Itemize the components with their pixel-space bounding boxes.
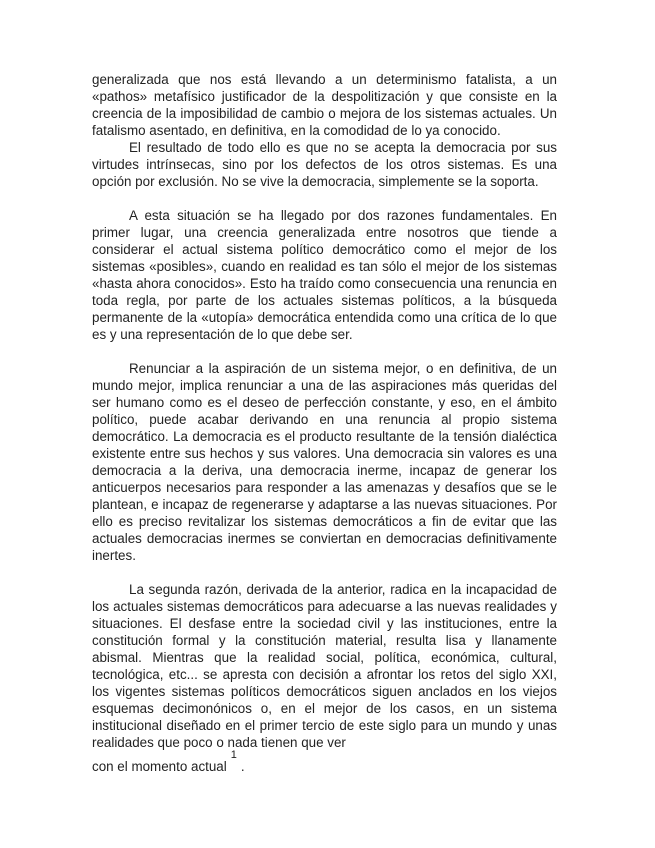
closing-punctuation: . bbox=[240, 759, 245, 774]
paragraph-second-reason: La segunda razón, derivada de la anterior, radica en la incapacidad de los actuales sistemas democráticos para adecuarse a las nuevas realidades y situaciones. El desfase entre la sociedad civil y las instituciones, entre la constitución formal y la constitución material, resulta lisa y llanamente abismal. Mientras que la realidad social, política, económica, cultural, tecnológica, etc... se apresta con decisión a afrontar los retos del siglo XXI, los vigentes sistemas políticos democráticos siguen anclados en los viejos esquemas decimonónicos o, en el mejor de los casos, en un sistema institucional diseñado en el primer tercio de este siglo para un mundo y unas realidades que poco o nada tienen que ver bbox=[92, 582, 557, 750]
footnote-marker[interactable]: 1 bbox=[230, 749, 237, 761]
document-page bbox=[92, 71, 557, 775]
closing-line bbox=[92, 749, 557, 775]
paragraph-continuation: generalizada que nos está llevando a un determinismo fatalista, a un «pathos» metafísico justificador de la despolitización y que consiste en la creencia de la imposibilidad de cambio o mejora de los sistemas actuales. Un fatalismo asentado, en definitiva, en la comodidad de lo ya conocido. bbox=[92, 72, 557, 138]
paragraph-gap bbox=[92, 564, 557, 581]
paragraph-result: El resultado de todo ello es que no se acepta la democracia por sus virtudes intrínsecas, sino por los defectos de los otros sistemas. Es una opción por exclusión. No se vive la democracia, simplemente se la soporta. bbox=[92, 140, 557, 189]
paragraph-renounce: Renunciar a la aspiración de un sistema mejor, o en definitiva, de un mundo mejor, implica renunciar a una de las aspiraciones más queridas del ser humano como es el deseo de perfección constante, y eso, en el ámbito político, puede acabar derivando en una renuncia al propio sistema democrático. La democracia es el producto resultante de la tensión dialéctica existente entre sus hechos y sus valores. Una democracia sin valores es una democracia a la deriva, una democracia inerme, incapaz de generar los anticuerpos necesarios para responder a las amenazas y desafíos que se le plantean, e incapaz de regenerarse y adaptarse a las nuevas situaciones. Por ello es preciso revitalizar los sistemas democráticos a fin de evitar que las actuales democracias inermes se conviertan en democracias definitivamente inertes. bbox=[92, 361, 557, 563]
paragraph-gap bbox=[92, 343, 557, 360]
closing-text: con el momento actual bbox=[92, 759, 227, 774]
paragraph-gap bbox=[92, 190, 557, 207]
paragraph-two-reasons: A esta situación se ha llegado por dos razones fundamentales. En primer lugar, una creencia generalizada entre nosotros que tiende a considerar el actual sistema político democrático como el mejor de los sistemas «posibles», cuando en realidad es tan sólo el mejor de los sistemas «hasta ahora conocidos». Esto ha traído como consecuencia una renuncia en toda regla, por parte de los actuales sistemas políticos, a la búsqueda permanente de la «utopía» democrática entendida como una crítica de lo que es y una representación de lo que debe ser. bbox=[92, 208, 557, 342]
